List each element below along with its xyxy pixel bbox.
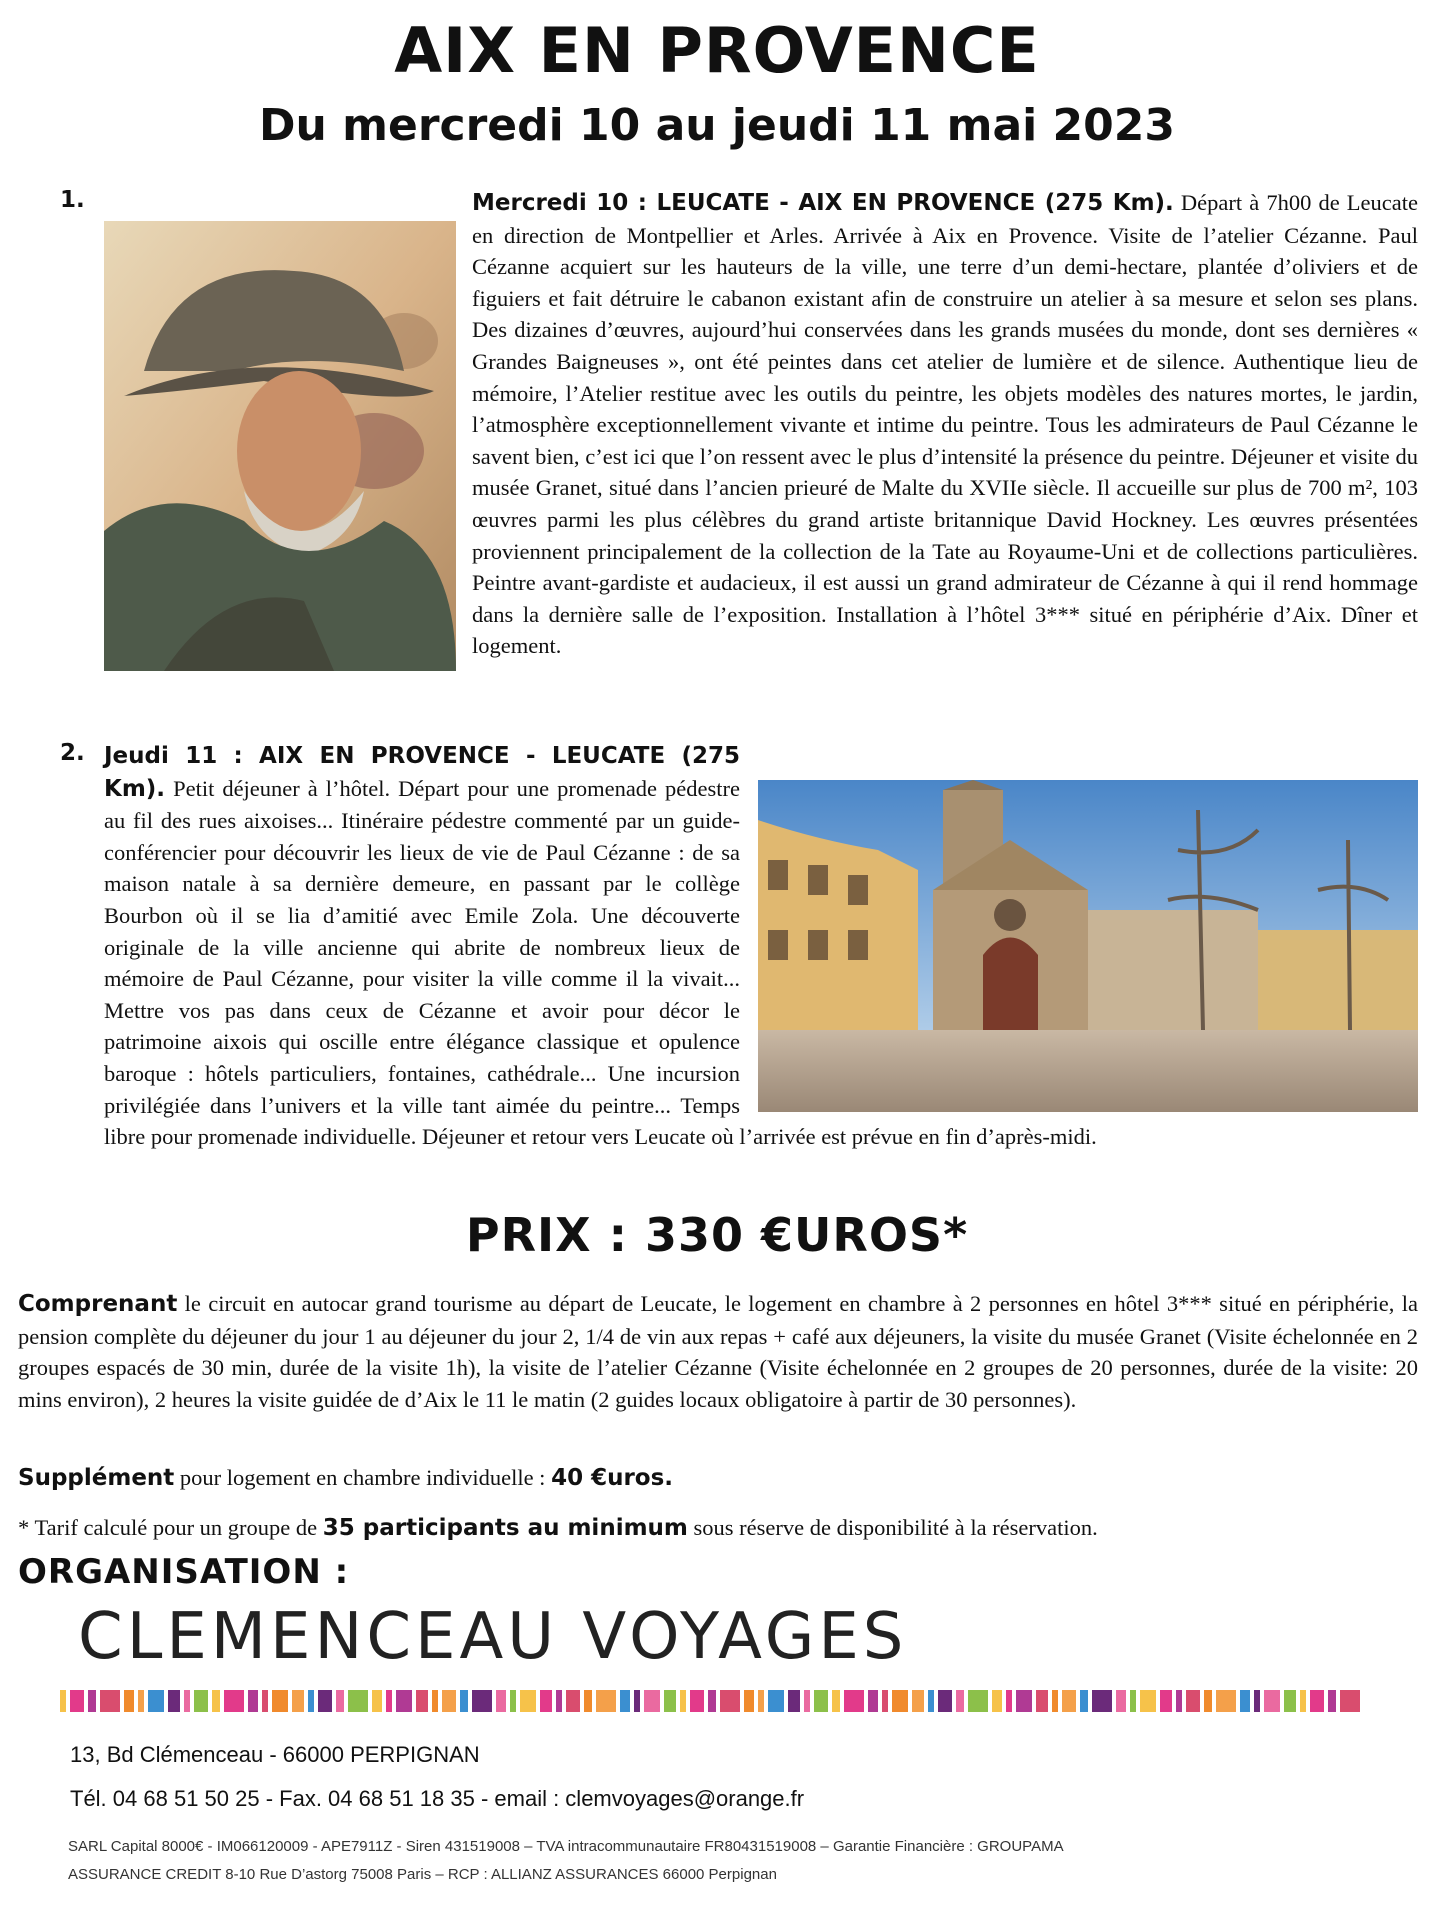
stripe-segment: [1176, 1690, 1182, 1712]
stripe-segment: [1310, 1690, 1324, 1712]
stripe-segment: [386, 1690, 392, 1712]
stripe-segment: [336, 1690, 344, 1712]
stripe-segment: [396, 1690, 412, 1712]
includes-lead: Comprenant: [18, 1291, 178, 1317]
stripe-segment: [938, 1690, 952, 1712]
page-subtitle: Du mercredi 10 au jeudi 11 mai 2023: [258, 100, 1176, 151]
stripe-segment: [148, 1690, 164, 1712]
page-title: AIX EN PROVENCE: [394, 14, 1040, 87]
legal-line-1: SARL Capital 8000€ - IM066120009 - APE7911Z - Siren 431519008 – TVA intracommunautaire FR80431519008 – Garantie Financière : GROUPAMA: [68, 1838, 1064, 1855]
organisation-label: ORGANISATION :: [18, 1552, 350, 1592]
stripe-segment: [992, 1690, 1002, 1712]
aix-cathedral-image: [758, 780, 1418, 1112]
supplement-paragraph: [18, 1462, 1418, 1495]
stripe-segment: [1240, 1690, 1250, 1712]
stripe-segment: [138, 1690, 144, 1712]
stripe-segment: [1264, 1690, 1280, 1712]
company-address: 13, Bd Clémenceau - 66000 PERPIGNAN: [70, 1742, 480, 1767]
cezanne-portrait-image: [104, 221, 456, 671]
day-1-heading: Mercredi 10 : LEUCATE - AIX EN PROVENCE (275 Km).: [472, 190, 1174, 216]
stripe-segment: [100, 1690, 120, 1712]
stripe-segment: [318, 1690, 332, 1712]
stripe-segment: [788, 1690, 800, 1712]
tarif-prefix: * Tarif calculé pour un groupe de: [18, 1515, 323, 1540]
stripe-segment: [596, 1690, 616, 1712]
stripe-segment: [556, 1690, 562, 1712]
stripe-segment: [620, 1690, 630, 1712]
stripe-segment: [70, 1690, 84, 1712]
stripe-segment: [956, 1690, 964, 1712]
stripe-segment: [892, 1690, 908, 1712]
stripe-segment: [460, 1690, 468, 1712]
tarif-suffix: sous réserve de disponibilité à la réservation.: [687, 1515, 1098, 1540]
stripe-segment: [432, 1690, 438, 1712]
legal-line-2: ASSURANCE CREDIT 8-10 Rue D’astorg 75008 Paris – RCP : ALLIANZ ASSURANCES 66000 Perpignan: [68, 1866, 777, 1883]
stripe-segment: [248, 1690, 258, 1712]
stripe-segment: [844, 1690, 864, 1712]
stripe-segment: [584, 1690, 592, 1712]
stripe-segment: [912, 1690, 924, 1712]
includes-text: le circuit en autocar grand tourisme au départ de Leucate, le logement en chambre à 2 personnes en hôtel 3*** situé en périphérie, la pension complète du déjeuner du jour 1 au déjeuner du jour 2, 1/4 de vin aux repas + café aux déjeuners, la visite du musée Granet (Visite échelonnée en 2 groupes espacés de 30 min, durée de la visite 1h), la visite de l’atelier Cézanne (Visite échelonnée en 2 groupes de 20 personnes, durée de la visite: 20 mins environ), 2 heures la visite guidée de d’Aix le 11 le matin (2 guides locaux obligatoire à partir de 30 personnes).: [18, 1291, 1418, 1412]
stripe-segment: [1204, 1690, 1212, 1712]
stripe-segment: [88, 1690, 96, 1712]
stripe-segment: [680, 1690, 686, 1712]
stripe-segment: [168, 1690, 180, 1712]
stripe-segment: [1062, 1690, 1076, 1712]
stripe-segment: [1016, 1690, 1032, 1712]
stripe-segment: [832, 1690, 840, 1712]
stripe-segment: [768, 1690, 784, 1712]
stripe-segment: [348, 1690, 368, 1712]
stripe-segment: [928, 1690, 934, 1712]
stripe-segment: [708, 1690, 716, 1712]
price-heading: PRIX : 330 €UROS*: [465, 1208, 969, 1262]
stripe-segment: [1254, 1690, 1260, 1712]
stripe-segment: [1284, 1690, 1296, 1712]
stripe-segment: [1160, 1690, 1172, 1712]
supplement-lead: Supplément: [18, 1465, 175, 1491]
stripe-segment: [1036, 1690, 1048, 1712]
stripe-segment: [416, 1690, 428, 1712]
stripe-segment: [690, 1690, 704, 1712]
stripe-segment: [566, 1690, 580, 1712]
stripe-segment: [124, 1690, 134, 1712]
day-1-number: 1.: [60, 187, 85, 213]
stripe-segment: [1080, 1690, 1088, 1712]
stripe-segment: [968, 1690, 988, 1712]
stripe-segment: [308, 1690, 314, 1712]
supplement-text: pour logement en chambre individuelle :: [174, 1465, 552, 1490]
stripe-segment: [744, 1690, 754, 1712]
supplement-amount: 40 €uros.: [551, 1465, 674, 1491]
stripe-segment: [758, 1690, 764, 1712]
stripe-segment: [1340, 1690, 1360, 1712]
day-1-text: Départ à 7h00 de Leucate en direction de Montpellier et Arles. Arrivée à Aix en Provence. Visite de l’atelier Cézanne. Paul Cézanne acquiert sur les hauteurs de la ville, une terre d’un demi-hectare, plantée d’oliviers et de figuiers et fait détruire le cabanon existant afin de construire un atelier à sa mesure et selon ses plans. Des dizaines d’œuvres, aujourd’hui conservées dans les grands musées du monde, dont ses dernières « Grandes Baigneuses », ont été peintes dans cet atelier de lumière et de silence. Authentique lieu de mémoire, l’Atelier restitue avec les outils du peintre, les objets modèles des natures mortes, le jardin, l’atmosphère exceptionnellement vivante et intime du peintre. Tous les admirateurs de Paul Cézanne le savent bien, c’est ici que l’on ressent avec le plus d’intensité la présence du peintre. Déjeuner et visite du musée Granet, situé dans l’ancien prieuré de Malte du XVIIe siècle. Il accueille sur plus de 700 m², 103 œuvres parmi les plus célèbres du grand artiste britannique David Hockney. Les œuvres présentées proviennent principalement de la collection de la Tate au Royaume-Uni et de collections particulières. Peintre avant-gardiste et audacieux, il est aussi un grand admirateur de Cézanne à qui il rend hommage dans la dernière salle de l’exposition. Installation à l’hôtel 3*** situé en périphérie d’Aix. Dîner et logement.: [472, 190, 1418, 659]
stripe-segment: [634, 1690, 640, 1712]
logo-color-stripe: [60, 1690, 1360, 1712]
day-2-number: 2.: [60, 740, 85, 766]
stripe-segment: [1130, 1690, 1136, 1712]
stripe-segment: [814, 1690, 828, 1712]
day-2-text: Petit déjeuner à l’hôtel. Départ pour une promenade pédestre au fil des rues aixoises... Itinéraire pédestre commenté par un guide-conférencier pour découvrir les lieux de vie de Paul Cézanne : de sa maison natale à sa dernière demeure, en passant par le collège Bourbon où il se lia d’amitié avec Emile Zola. Une découverte originale de la ville ancienne qui abrite de nombreux lieux de mémoire de Paul Cézanne, pour visiter la ville comme il la vivait... Mettre vos pas dans ceux de Cézanne et avoir pour décor le patrimoine aixois qui oscille entre élégance classique et opulence baroque : hôtels particuliers, fontaines, cathédrale... Une incursion privilégiée dans l’univers et la ville tant aimée du peintre... Temps libre pour promenade individuelle. Déjeuner et retour vers Leucate où l’arrivée est prévue en fin d’après-midi.: [104, 775, 1097, 1150]
stripe-segment: [212, 1690, 220, 1712]
stripe-segment: [1140, 1690, 1156, 1712]
company-contact: Tél. 04 68 51 50 25 - Fax. 04 68 51 18 35 - email : clemvoyages@orange.fr: [70, 1786, 805, 1811]
stripe-segment: [194, 1690, 208, 1712]
stripe-segment: [272, 1690, 288, 1712]
stripe-segment: [1006, 1690, 1012, 1712]
stripe-segment: [1052, 1690, 1058, 1712]
stripe-segment: [868, 1690, 878, 1712]
includes-paragraph: [18, 1288, 1418, 1415]
stripe-segment: [510, 1690, 516, 1712]
stripe-segment: [882, 1690, 888, 1712]
stripe-segment: [372, 1690, 382, 1712]
stripe-segment: [1328, 1690, 1336, 1712]
tarif-note: [18, 1512, 1418, 1545]
stripe-segment: [1092, 1690, 1112, 1712]
tarif-bold: 35 participants au minimum: [322, 1515, 688, 1541]
stripe-segment: [540, 1690, 552, 1712]
stripe-segment: [804, 1690, 810, 1712]
stripe-segment: [1186, 1690, 1200, 1712]
stripe-segment: [224, 1690, 244, 1712]
stripe-segment: [442, 1690, 456, 1712]
company-logo: CLEMENCEAU VOYAGES: [78, 1600, 908, 1674]
stripe-segment: [1300, 1690, 1306, 1712]
day-2-section: [104, 740, 1418, 1153]
stripe-segment: [472, 1690, 492, 1712]
day-1-section: [104, 187, 1418, 677]
stripe-segment: [184, 1690, 190, 1712]
stripe-segment: [496, 1690, 506, 1712]
stripe-segment: [1116, 1690, 1126, 1712]
stripe-segment: [520, 1690, 536, 1712]
stripe-segment: [262, 1690, 268, 1712]
stripe-segment: [720, 1690, 740, 1712]
stripe-segment: [1216, 1690, 1236, 1712]
day-2-heading: Jeudi 11 : AIX EN PROVENCE - LEUCATE (275 Km).: [104, 743, 740, 802]
stripe-segment: [60, 1690, 66, 1712]
stripe-segment: [292, 1690, 304, 1712]
stripe-segment: [664, 1690, 676, 1712]
stripe-segment: [644, 1690, 660, 1712]
